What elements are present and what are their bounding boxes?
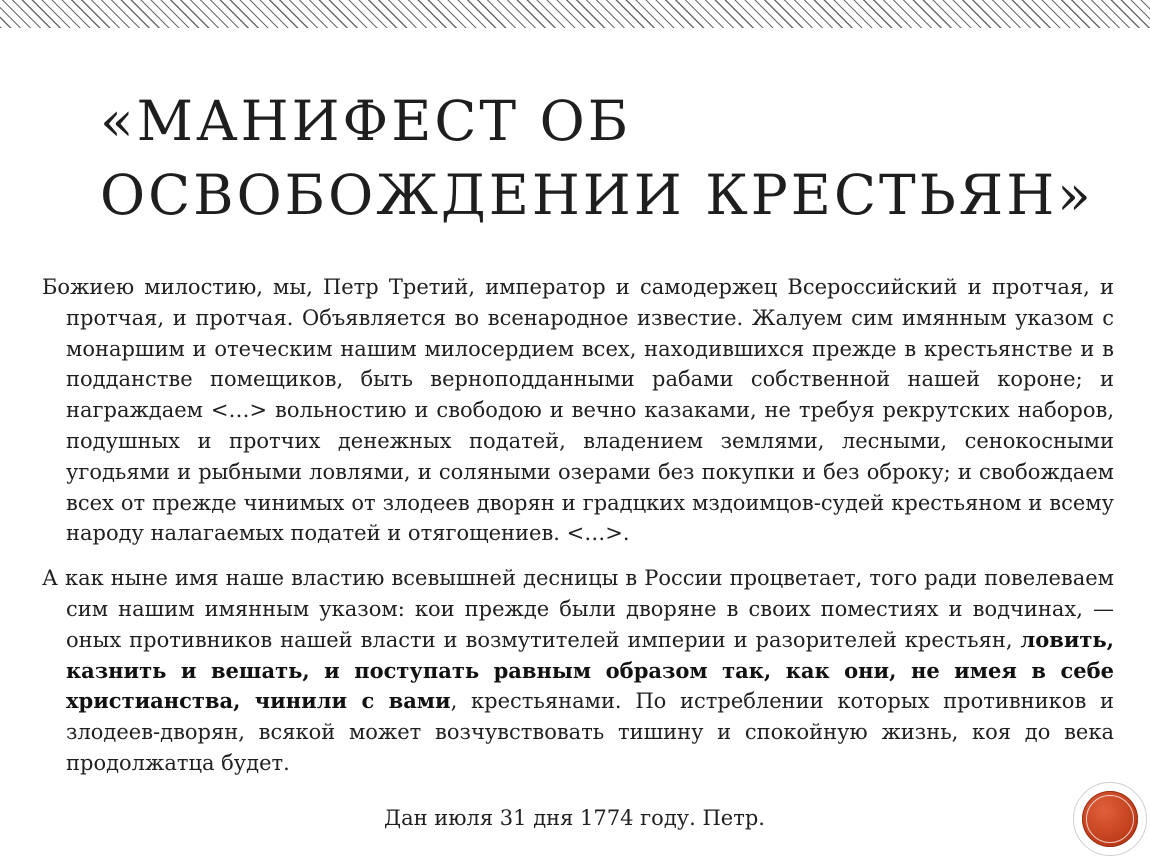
slide-title (100, 84, 1094, 232)
paragraph-2-bold: ловить, казнить и вешать, и поступать равным образом так, как они, не имея в себе христианства, чинили с вами (66, 626, 1114, 714)
paragraph-1: Божиею милостию, мы, Петр Третий, император и самодержец Всероссийский и протчая, и протчая, и протчая. Объявляется во всенародное известие. Жалуем сим имянным указом с монаршим и отеческим нашим милосердием всех, находившихся прежде в крестьянстве и в подданстве помещиков, быть верноподданными рабами собственной нашей короне; и награждаем <…> вольностию и свободою и вечно казаками, не требуя рекрутских наборов, подушных и протчих денежных податей, владением землями, лесными, сенокосными угодьями и рыбными ловлями, и соляными озерами без покупки и без оброку; и свобождаем всех от прежде чинимых от злодеев дворян и градцких мздоимцов-судей крестьяном и всему народу налагаемых податей и отягощениев. <…>. (42, 275, 1114, 546)
paragraph-2-part-1: А как ныне имя наше властию всевышней десницы в России процветает, того ради повелеваем сим нашим имянным указом: кои прежде были дворяне в своих поместиях и водчинах, — оных противников нашей власти и возмутителей империи и разорителей крестьян, (42, 566, 1114, 652)
nav-circle-icon (1082, 791, 1138, 847)
nav-circle-button[interactable] (1073, 782, 1147, 856)
title-line-1: «МАНИФЕСТ ОБ (100, 89, 632, 153)
title-line-2: ОСВОБОЖДЕНИИ КРЕСТЬЯН» (100, 163, 1094, 227)
signature: Дан июля 31 дня 1774 году. Петр. (384, 806, 765, 830)
nav-ring-icon (1086, 795, 1134, 843)
decorative-stripes (0, 0, 1150, 28)
paragraph-2-part-2: , крестьянами. По истреблении которых противников и злодеев-дворян, всякой может возчувствовать тишину и спокойную жизнь, коя до века продолжатца будет. (66, 689, 1114, 775)
manifesto-text (42, 272, 1114, 779)
paragraph-2 (42, 563, 1114, 779)
